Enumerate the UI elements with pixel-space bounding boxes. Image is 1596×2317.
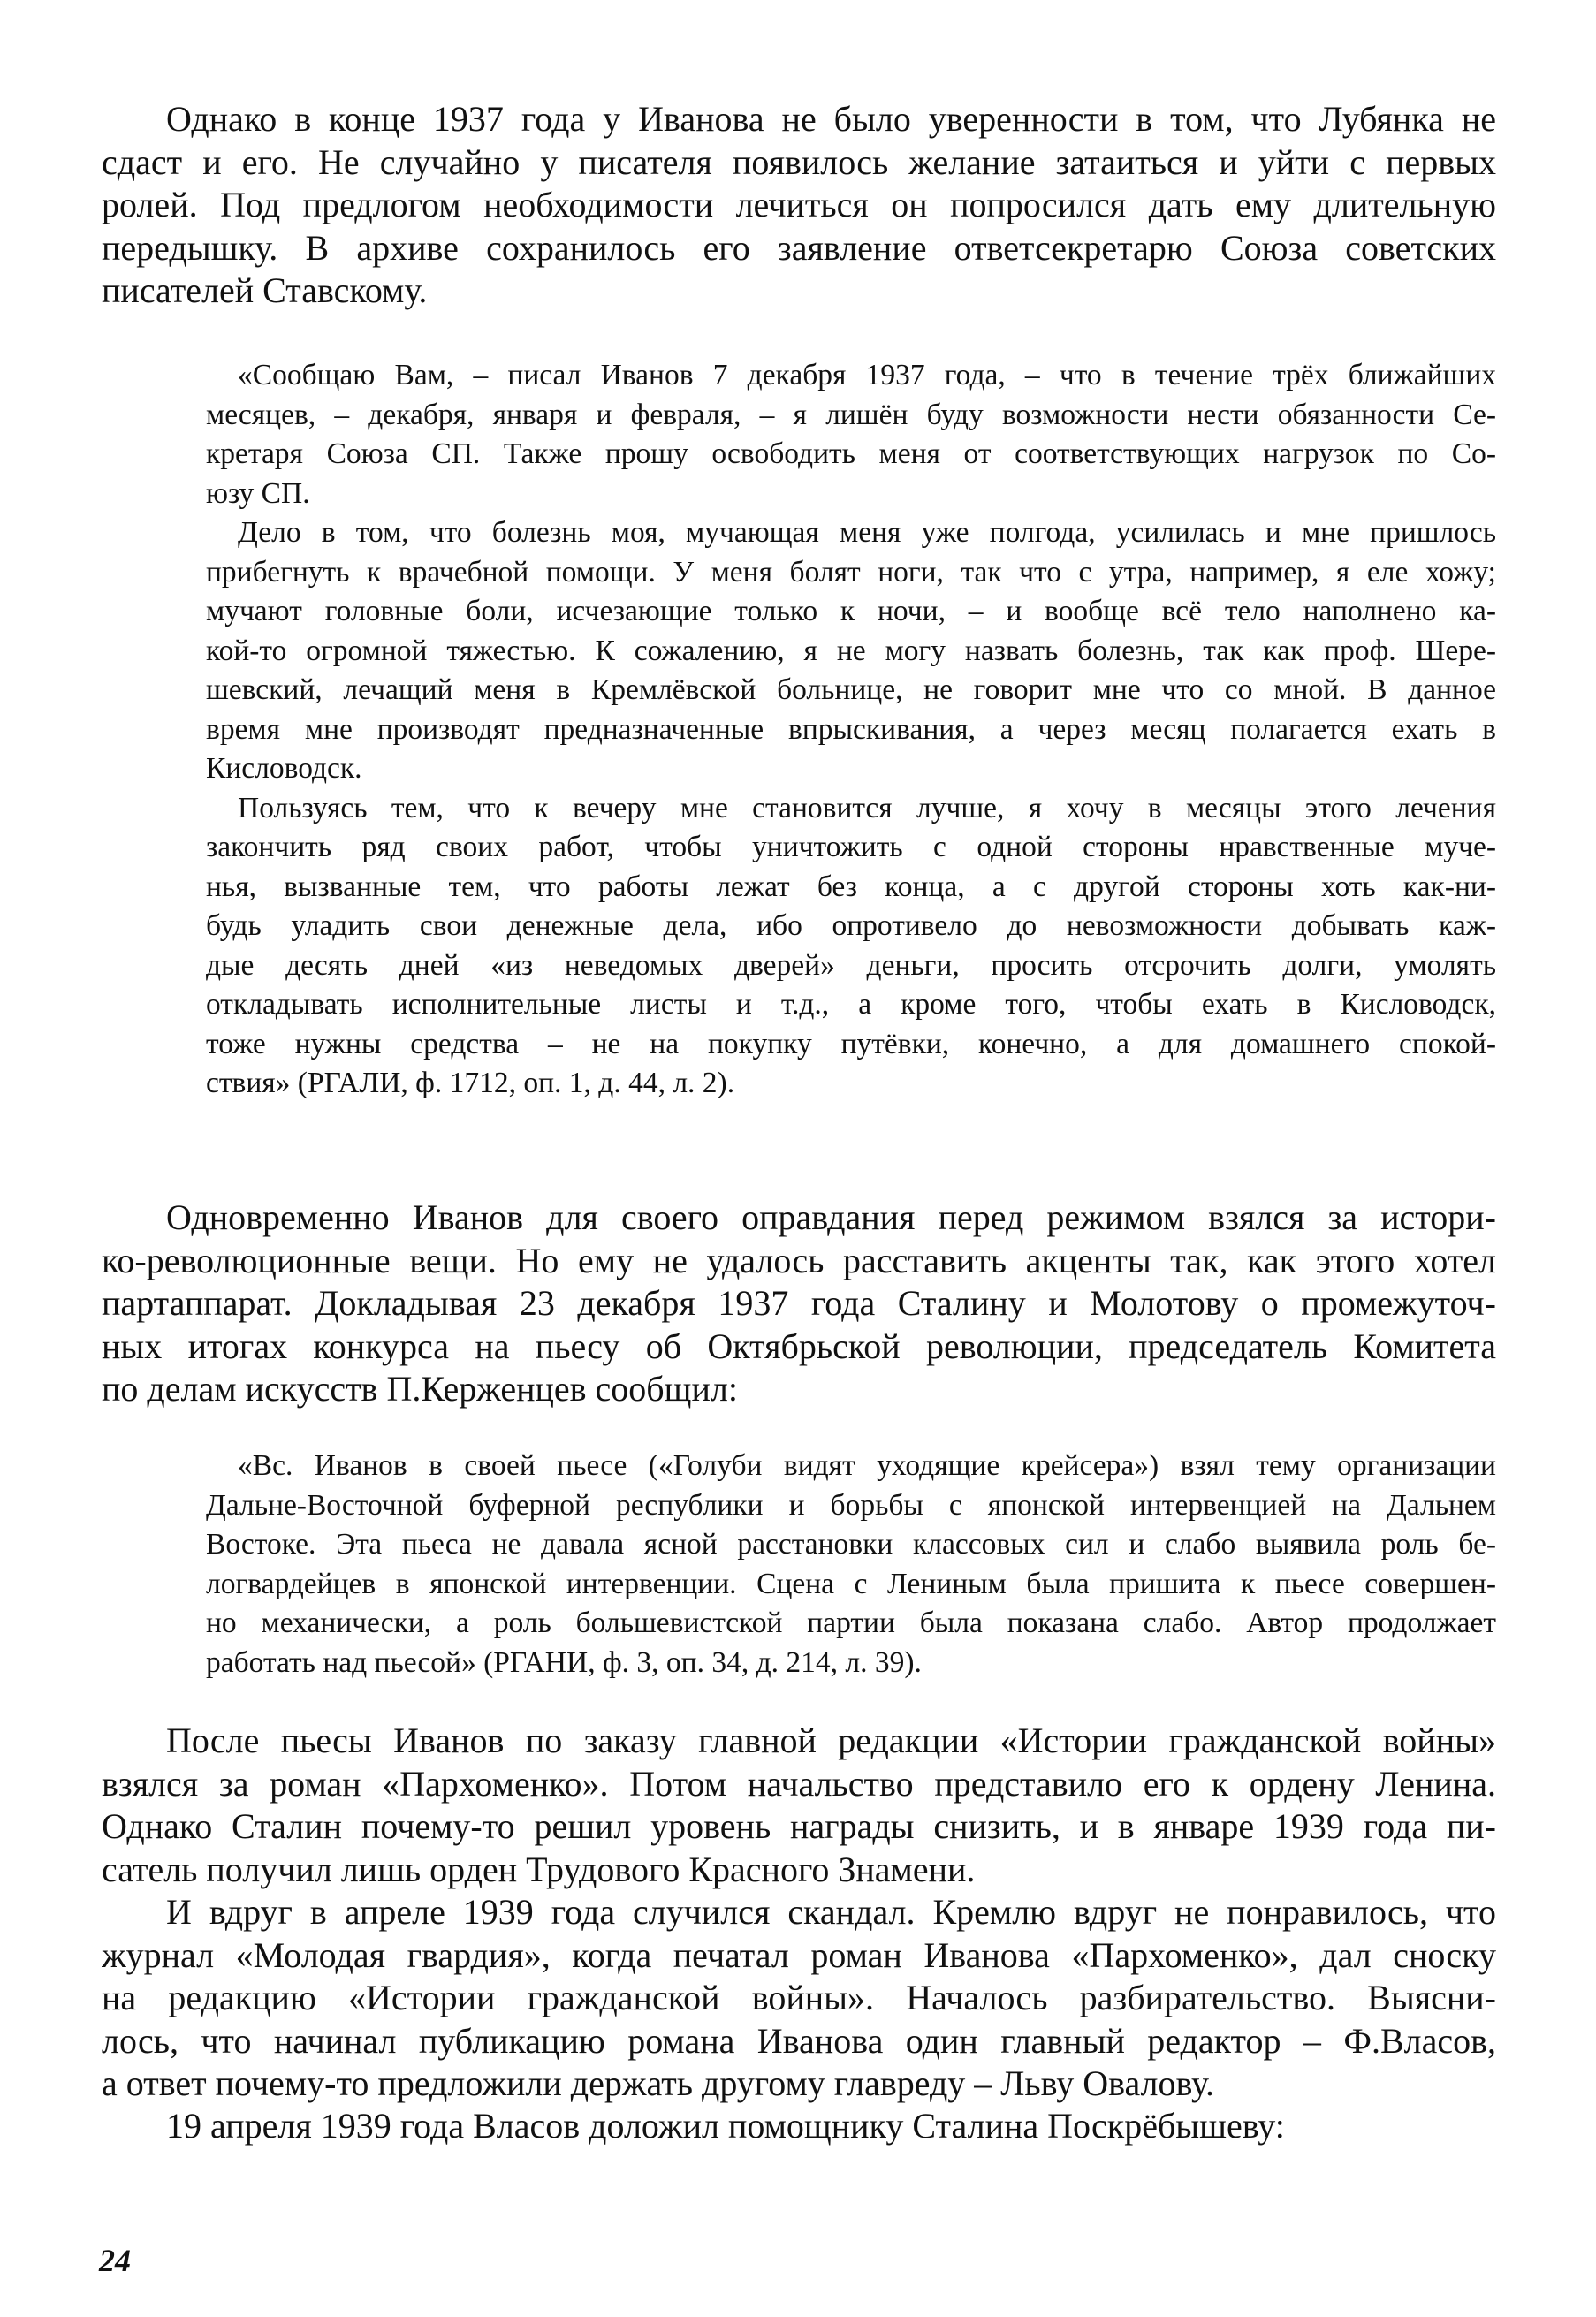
quote-line: шевский, лечащий меня в Кремлёвской больнице, не говорит мне что со мной. В данное (206, 673, 1496, 706)
text-line: лось, что начинал публикацию романа Иванова один главный редактор – Ф.Власов, (102, 2020, 1496, 2061)
text-line: а ответ почему-то предложили держать другому главреду – Льву Овалову. (102, 2063, 1215, 2103)
quote-line: Кисловодск. (206, 752, 362, 785)
page-number: 24 (99, 2243, 131, 2278)
text-line: 19 апреля 1939 года Власов доложил помощнику Сталина Поскрёбышеву: (166, 2106, 1285, 2146)
quote-line: «Сообщаю Вам, – писал Иванов 7 декабря 1937 года, – что в течение трёх ближайших (238, 359, 1496, 391)
quote-line: мучают головные боли, исчезающие только к ночи, – и вообще всё тело наполнено ка- (206, 595, 1496, 627)
quote-line: ствия» (РГАЛИ, ф. 1712, оп. 1, д. 44, л. 2). (206, 1067, 735, 1099)
quote-line: прибегнуть к врачебной помощи. У меня болят ноги, так что с утра, например, я еле хожу; (206, 555, 1496, 589)
quote-line: время мне производят предназначенные впрыскивания, а через месяц полагается ехать в (206, 712, 1496, 746)
quote-line: Дело в том, что болезнь моя, мучающая меня уже полгода, усилилась и мне пришлось (238, 516, 1496, 549)
quote-line: работать над пьесой» (РГАНИ, ф. 3, оп. 34, д. 214, л. 39). (206, 1645, 922, 1679)
paragraph-2 (102, 1196, 1496, 1411)
block-quote-1 (206, 356, 1496, 1104)
paragraph-5 (102, 2105, 1496, 2148)
quote-line: Дальне-Восточной буферной республики и борьбы с японской интервенцией на Дальнем (206, 1488, 1496, 1522)
text-line: на редакцию «Истории гражданской войны». Началось разбирательство. Выясни- (102, 1978, 1496, 2017)
text-line: Одновременно Иванов для своего оправдания перед режимом взялся за истори- (166, 1197, 1496, 1237)
text-line: И вдруг в апреле 1939 года случился скандал. Кремлю вдруг не понравилось, что (166, 1892, 1496, 1932)
quote-line: Пользуясь тем, что к вечеру мне становится лучше, я хочу в месяцы этого лечения (238, 791, 1496, 824)
quote-line: но механически, а роль большевистской партии была показана слабо. Автор продолжает (206, 1607, 1496, 1639)
text-line: журнал «Молодая гвардия», когда печатал роман Иванова «Пархоменко», дал сноску (102, 1934, 1496, 1975)
text-line: Однако в конце 1937 года у Иванова не было уверенности в том, что Лубянка не (166, 99, 1496, 139)
quote-line: логвардейцев в японской интервенции. Сцена с Лениным была пришита к пьесе совершен- (206, 1567, 1496, 1600)
text-line: ных итогах конкурса на пьесу об Октябрьской революции, председатель Комитета (102, 1326, 1496, 1366)
text-line: передышку. В архиве сохранилось его заявление ответсекретарю Союза советских (102, 227, 1496, 268)
quote-line: закончить ряд своих работ, чтобы уничтожить с одной стороны нравственные муче- (206, 831, 1496, 863)
quote-line: кретаря Союза СП. Также прошу освободить меня от соответствующих нагрузок по Со- (206, 437, 1496, 470)
paragraph-1 (102, 98, 1496, 313)
quote-line: тоже нужны средства – не на покупку путёвки, конечно, а для домашнего спокой- (206, 1027, 1496, 1060)
text-line: взялся за роман «Пархоменко». Потом начальство представило его к ордену Ленина. (102, 1763, 1496, 1804)
quote-line: дые десять дней «из неведомых дверей» деньги, просить отсрочить долги, умолять (206, 948, 1496, 982)
quote-line: откладывать исполнительные листы и т.д., а кроме того, чтобы ехать в Кисловодск, (206, 988, 1496, 1021)
text-line: ко-революционные вещи. Но ему не удалось расставить акценты так, как этого хотел (102, 1240, 1496, 1280)
text-line: партаппарат. Докладывая 23 декабря 1937 года Сталину и Молотову о промежуточ- (102, 1283, 1496, 1323)
block-quote-2 (206, 1447, 1496, 1683)
text-line: ролей. Под предлогом необходимости лечиться он попросился дать ему длительную (102, 185, 1496, 224)
text-line: писателей Ставскому. (102, 270, 428, 310)
quote-line: юзу СП. (206, 476, 310, 510)
quote-line: «Вс. Иванов в своей пьесе («Голуби видят уходящие крейсера») взял тему организации (238, 1449, 1496, 1482)
quote-line: кой-то огромной тяжестью. К сожалению, я не могу назвать болезнь, так как проф. Шере- (206, 634, 1496, 667)
quote-line: месяцев, – декабря, января и февраля, – я лишён буду возможности нести обязанности Се- (206, 398, 1496, 431)
paragraph-4 (102, 1891, 1496, 2106)
paragraph-3 (102, 1720, 1496, 1891)
quote-line: нья, вызванные тем, что работы лежат без конца, а с другой стороны хоть как-ни- (206, 870, 1496, 903)
text-line: по делам искусств П.Керженцев сообщил: (102, 1369, 738, 1409)
text-line: сдаст и его. Не случайно у писателя появилось желание затаиться и уйти с первых (102, 141, 1496, 182)
text-line: сатель получил лишь орден Трудового Красного Знамени. (102, 1849, 976, 1889)
quote-line: будь уладить свои денежные дела, ибо опротивело до невозможности добывать каж- (206, 909, 1496, 942)
text-line: Однако Сталин почему-то решил уровень награды снизить, и в январе 1939 года пи- (102, 1806, 1496, 1846)
quote-line: Востоке. Эта пьеса не давала ясной расстановки классовых сил и слабо выявила роль бе- (206, 1528, 1496, 1561)
text-line: После пьесы Иванов по заказу главной редакции «Истории гражданской войны» (166, 1721, 1496, 1760)
